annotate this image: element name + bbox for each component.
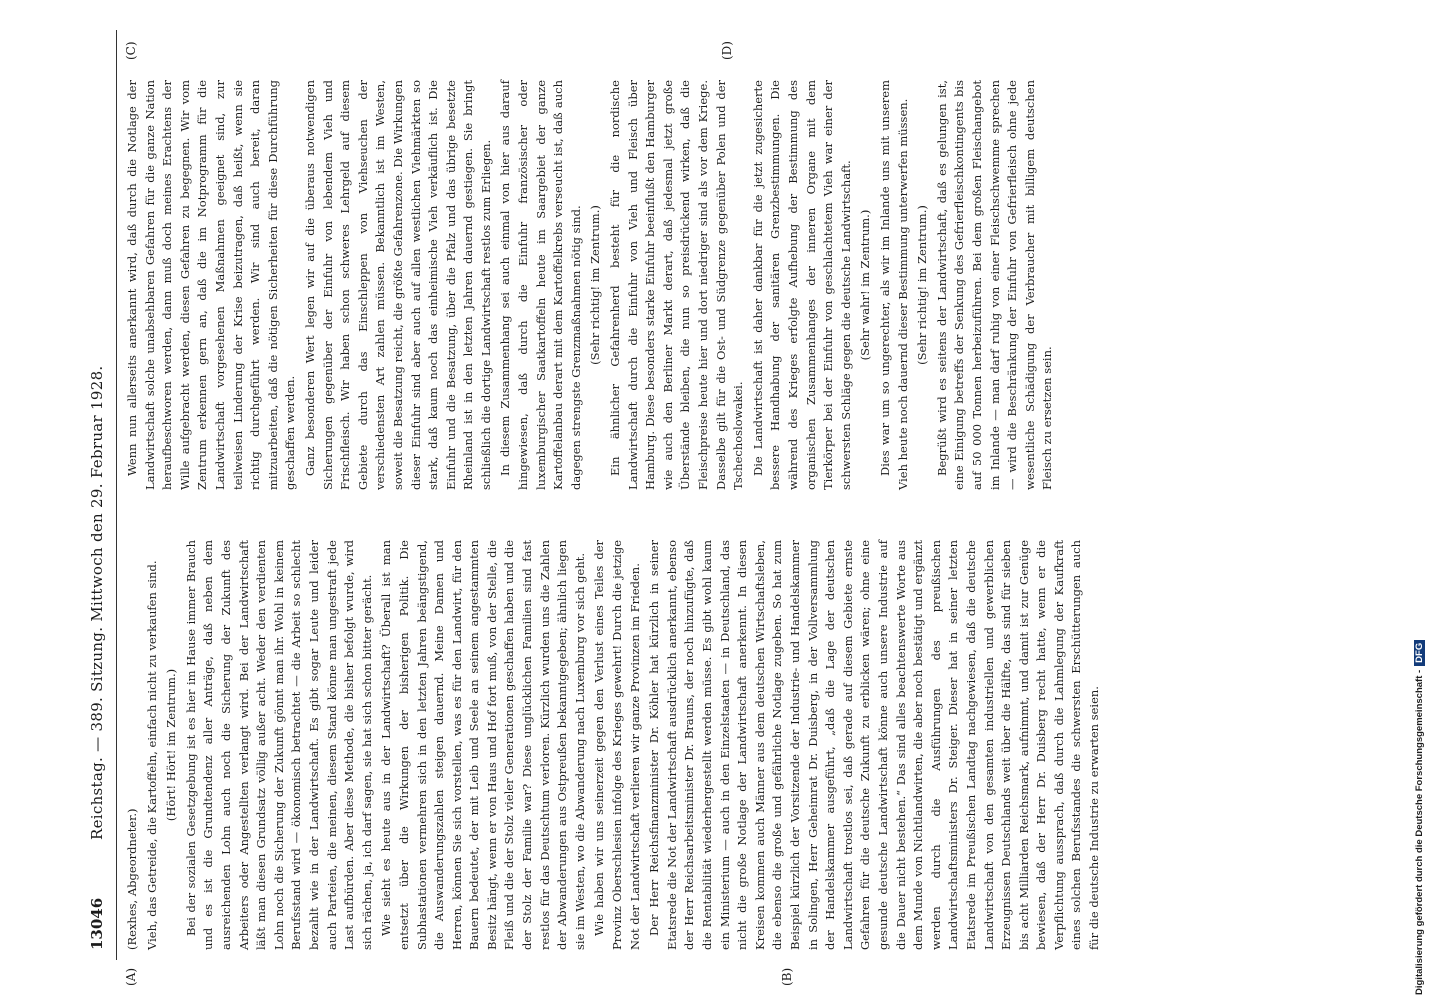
running-header [80,30,120,960]
paragraph: In diesem Zusammenhang sei auch einmal von hier aus darauf hingewiesen, daß durch die Einfuhr französischer oder luxemburgischer Saatkartoffeln heute im Saargebiet der ganze Kartoffelanbau derart mit dem Kartoffelkrebs verseucht ist, daß auch dagegen strengste Grenzmaßnahmen nötig sind. [498,80,583,490]
paragraph: Ein ähnlicher Gefahrenherd besteht für die nordische Landwirtschaft durch die Einfuhr von Vieh und Fleisch über Hamburg. Diese besonders starke Einfuhr beeinflußt den Hamburger wie auch den Berliner Markt derart, daß jedesmal jetzt große Überstände bleiben, die nun so preisdrückend wirken, daß die Fleischpreise heute hier und dort niedriger sind als vor dem Kriege. Dasselbe gilt für die Ost- und Südgrenze gegenüber Polen und der Tschechoslowakei. [608,80,746,490]
paragraph: Die Landwirtschaft ist daher dankbar für die jetzt zugesicherte bessere Handhabung der sanitären Grenzbestimmungen. Die während des Krieges erfolgte Aufhebung der Bestimmung des organischen Zusammenhanges der inneren Organe mit dem Tierkörper bei der Einfuhr von geschlachtetem Vieh war einer der schwersten Schläge gegen die deutsche Landwirtschaft. [750,80,853,490]
running-title: Reichstag. — 389. Sitzung. Mittwoch den 29. Februar 1928. [88,365,106,840]
margin-mark-d: (D) [720,41,734,60]
text-column-right [124,80,1059,490]
paragraph: Wie haben wir uns seinerzeit gegen den Verlust eines Teiles der Provinz Oberschlesien infolge des Krieges gewehrt! Durch die jetzige Not der Landwirtschaft verlieren wir ganze Provinzen im Frieden. [592,540,642,950]
paragraph: Wenn nun allerseits anerkannt wird, daß durch die Notlage der Landwirtschaft solche unabsehbaren Gefahren für die ganze Nation heraufbeschworen werden, dann muß doch meines Erachtens der Wille aufgebracht werden, diesen Gefahren zu begegnen. Wir vom Zentrum erkennen gern an, daß die im Notprogramm für die Landwirtschaft vorgesehenen Maßnahmen geeignet sind, zur teilweisen Linderung der Krise beizutragen, daß heißt, wenn sie richtig durchgeführt werden. Wir sind auch bereit, daran mitzuarbeiten, daß die nötigen Sicherheiten für diese Durchführung geschaffen werden. [125,80,298,490]
paragraph: Bei der sozialen Gesetzgebung ist es hier im Hause immer Brauch und es ist die Grundtendenz aller Anträge, daß neben dem ausreichenden Lohn auch noch die Sicherung der Zukunft des Arbeiters oder Angestellten verlangt wird. Bei der Landwirtschaft läßt man diesen Grundsatz völlig außer acht. Weder den verdienten Lohn noch die Sicherung der Zukunft gönnt man ihr. Wohl in keinem Berufsstand wird — ökonomisch betrachtet — die Arbeit so schlecht bezahlt wie in der Landwirtschaft. Es gibt sogar Leute und leider auch Parteien, die meinen, diesem Stand könne man ungestraft jede Last aufbürden. Aber diese Methode, die bisher befolgt wurde, wird sich rächen, ja, ich darf sagen, sie hat sich schon bitter gerächt. [183,540,374,950]
text-column-left [124,540,1106,950]
paragraph: Wie sieht es heute aus in der Landwirtschaft? Überall ist man entsetzt über die Wirkungen der bisherigen Politik. Die Subhastationen vermehren sich in den letzten Jahren beängstigend, die Auswanderungszahlen steigen dauernd. Meine Damen und Herren, können Sie sich vorstellen, was es für den Landwirt, für den Bauern bedeutet, der mit Leib und Seele an seinem angestammten Besitz hängt, wenn er von Haus und Hof fort muß, von der Stelle, die Fleiß und die der Stolz vieler Generationen geschaffen haben und die der Stolz der Familie war? Diese unglücklichen Familien sind fast restlos für das Deutschtum verloren. Kürzlich wurden uns die Zahlen der Abwanderungen aus Ostpreußen bekanntgegeben; ähnlich liegen sie im Westen, wo die Abwanderung nach Luxemburg vor sich geht. [379,540,587,950]
paragraph: Begrüßt wird es seitens der Landwirtschaft, daß es gelungen ist, eine Einigung betreffs der Senkung des Gefrierfleischkontingents bis auf 50 000 Tonnen herbeizuführen. Bei dem großen Fleischangebot im Inlande — man darf ruhig von einer Fleischschwemme sprechen — wird die Beschränkung der Einfuhr von Gefrierfleisch ohne jede wesentliche Schädigung der Verbraucher mit billigem deutschen Fleisch zu ersetzen sein. [934,80,1055,490]
funding-text: Digitalisierung gefördert durch die Deutsche Forschungsgemeinschaft - [1414,669,1425,995]
paragraph: Vieh, das Getreide, die Kartoffeln, einfach nicht zu verkaufen sind. [144,560,159,950]
header-rule [116,30,117,960]
funding-note [1414,10,1425,995]
interjection: (Sehr wahr! im Zentrum.) [858,209,873,361]
margin-mark-a: (A) [124,967,138,986]
funding-sidebar [1414,10,1430,995]
page-number: 13046 [88,897,106,950]
margin-mark-b: (B) [780,967,794,986]
margin-mark-c: (C) [124,41,138,60]
dfg-badge: DFG [1414,640,1425,666]
interjection: (Sehr richtig! im Zentrum.) [588,205,603,365]
paragraph: Dies war um so ungerechter, als wir im Inlande uns mit unserem Vieh heute noch dauernd dieser Bestimmung unterwerfen müssen. [877,80,910,490]
interjection: (Hört! Hört! im Zentrum.) [164,668,179,822]
speaker-line: (Rexhes, Abgeordneter.) [125,808,139,950]
rotated-page-content [80,30,1340,986]
interjection: (Sehr richtig! im Zentrum.) [915,205,930,365]
paragraph: Der Herr Reichsfinanzminister Dr. Köhler hat kürzlich in seiner Etatsrede die Not der Landwirtschaft ausdrücklich anerkannt, ebenso der Herr Reichsarbeitsminister Dr. Brauns, der noch hinzufügte, daß die Rentabilität wiederhergestellt werden müsse. Es gibt wohl kaum ein Ministerium — auch in den Einzelstaaten — in Deutschland, das nicht die große Notlage der Landwirtschaft anerkennt. In diesen Kreisen kommen auch Männer aus dem deutschen Wirtschaftsleben, die ebenso die große und gefährliche Notlage zugeben. So hat zum Beispiel kürzlich der Vorsitzende der Industrie- und Handelskammer in Solingen, Herr Geheimrat Dr. Duisberg, in der Vollversammlung der Handelskammer ausgeführt, „daß die Lage der deutschen Landwirtschaft trostlos sei, daß gerade auf diesem Gebiete ernste Gefahren für die deutsche Zukunft zu erblicken wären; ohne eine gesunde deutsche Landwirtschaft könne auch unsere Industrie auf die Dauer nicht bestehen.“ Das sind alles beachtenswerte Worte aus dem Munde von Nichtlandwirten, die aber noch bestätigt und ergänzt werden durch die Ausführungen des preußischen Landwirtschaftsministers Dr. Steiger. Dieser hat in seiner letzten Etatsrede im Preußischen Landtag nachgewiesen, daß die deutsche Landwirtschaft von den gesamten industriellen und gewerblichen Erzeugnissen Deutschlands weit über die Hälfte, das sind für sieben bis acht Milliarden Reichsmark, aufnimmt, und damit ist zur Genüge bewiesen, daß der Herr Dr. Duisberg recht hatte, wenn er die Verpflichtung aussprach, daß durch die Lahmlegung der Kaufkraft eines solchen Berufsstandes die schwersten Erschütterungen auch für die deutsche Industrie zu erwarten seien. [647,540,1102,950]
paragraph: Ganz besonderen Wert legen wir auf die überaus notwendigen Sicherungen gegenüber der Einfuhr von lebendem Vieh und Frischfleisch. Wir haben schon schweres Lehrgeld auf diesem Gebiete durch das Einschleppen von Viehseuchen der verschiedensten Art zahlen müssen. Bekanntlich ist im Westen, soweit die Besatzung reicht, die größte Gefahrenzone. Die Wirkungen dieser Einfuhr sind aber auch auf allen westlichen Viehmärkten so stark, daß kaum noch das einheimische Vieh verkäuflich ist. Die Einfuhr und die Besatzung, über die Pfalz und das übrige besetzte Rheinland ist in den letzten Jahren dauernd gestiegen. Sie bringt schließlich die dortige Landwirtschaft restlos zum Erliegen. [302,80,493,490]
